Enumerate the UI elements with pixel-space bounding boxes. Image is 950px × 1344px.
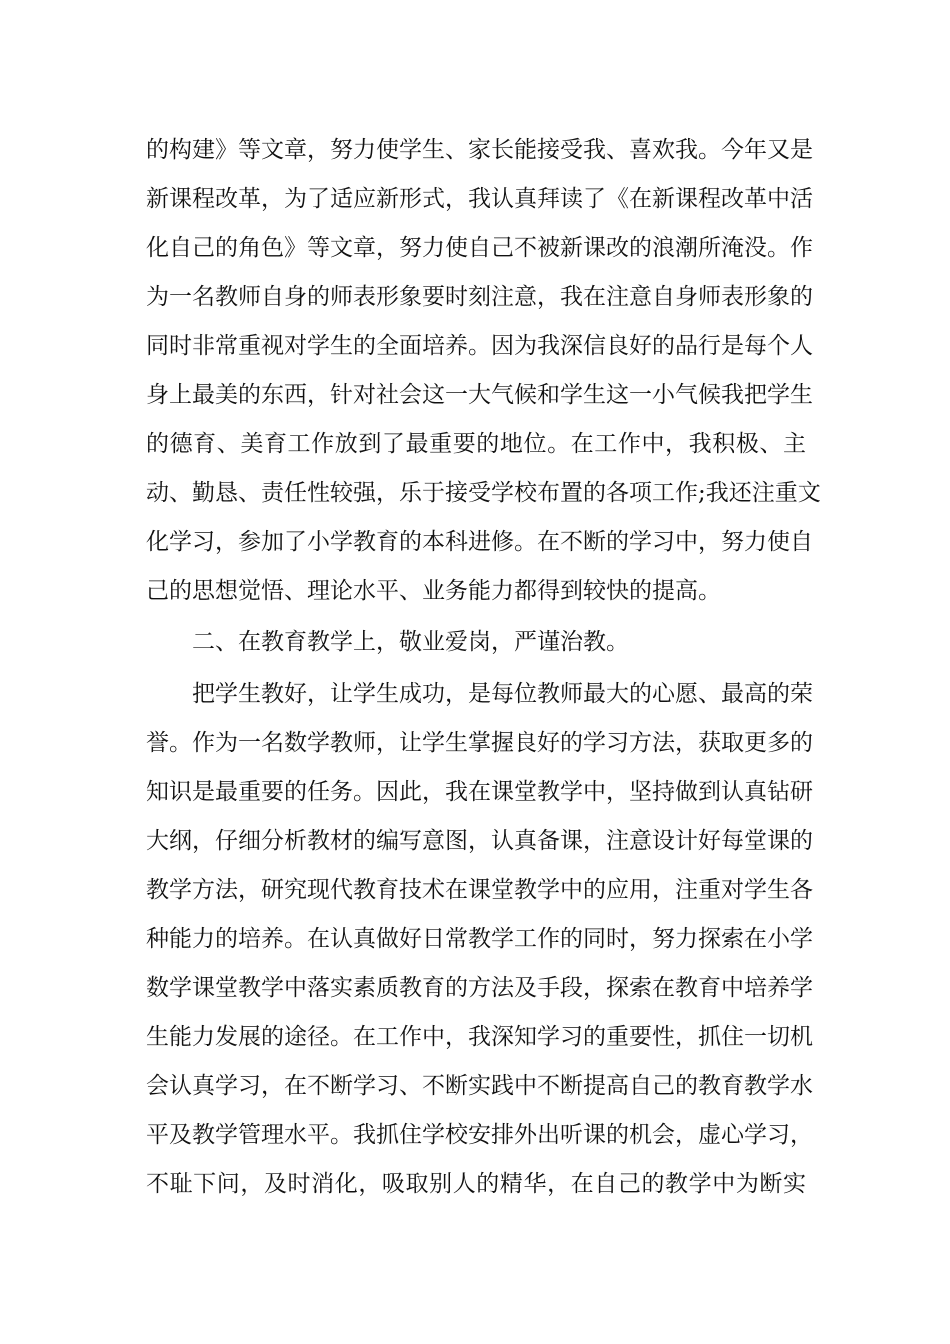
paragraph-1-line-8: 动、勤恳、责任性较强，乐于接受学校布置的各项工作;我还注重文 <box>146 480 821 506</box>
section-heading: 二、在教育教学上，敬业爱岗，严谨治教。 <box>192 629 629 655</box>
paragraph-2-line-5: 教学方法，研究现代教育技术在课堂教学中的应用，注重对学生各 <box>146 877 813 903</box>
paragraph-2-line-11: 不耻下问，及时消化，吸取别人的精华，在自己的教学中为断实 <box>146 1171 806 1197</box>
paragraph-2-line-8: 生能力发展的途径。在工作中，我深知学习的重要性，抓住一切机 <box>146 1024 813 1050</box>
paragraph-1-line-4: 为一名教师自身的师表形象要时刻注意，我在注意自身师表形象的 <box>146 284 813 310</box>
paragraph-2-line-9: 会认真学习，在不断学习、不断实践中不断提高自己的教育教学水 <box>146 1073 813 1099</box>
paragraph-2-line-10: 平及教学管理水平。我抓住学校安排外出听课的机会，虚心学习， <box>146 1122 813 1148</box>
paragraph-1-line-2: 新课程改革，为了适应新形式，我认真拜读了《在新课程改革中活 <box>146 186 813 212</box>
paragraph-1-line-5: 同时非常重视对学生的全面培养。因为我深信良好的品行是每个人 <box>146 333 813 359</box>
paragraph-2-line-6: 种能力的培养。在认真做好日常教学工作的同时，努力探索在小学 <box>146 926 813 952</box>
paragraph-1-line-9: 化学习，参加了小学教育的本科进修。在不断的学习中，努力使自 <box>146 529 813 555</box>
paragraph-2-line-1: 把学生教好，让学生成功，是每位教师最大的心愿、最高的荣 <box>192 681 813 707</box>
paragraph-2-line-2: 誉。作为一名数学教师，让学生掌握良好的学习方法，获取更多的 <box>146 730 813 756</box>
paragraph-2-line-3: 知识是最重要的任务。因此，我在课堂教学中，坚持做到认真钻研 <box>146 779 813 805</box>
paragraph-2-line-4: 大纲，仔细分析教材的编写意图，认真备课，注意设计好每堂课的 <box>146 828 813 854</box>
paragraph-1-line-1: 的构建》等文章，努力使学生、家长能接受我、喜欢我。今年又是 <box>146 137 813 163</box>
paragraph-1-line-3: 化自己的角色》等文章，努力使自己不被新课改的浪潮所淹没。作 <box>146 235 813 261</box>
paragraph-1-line-7: 的德育、美育工作放到了最重要的地位。在工作中，我积极、主 <box>146 431 806 457</box>
paragraph-1-line-6: 身上最美的东西，针对社会这一大气候和学生这一小气候我把学生 <box>146 382 813 408</box>
paragraph-2-line-7: 数学课堂教学中落实素质教育的方法及手段，探索在教育中培养学 <box>146 975 813 1001</box>
paragraph-1-line-10: 己的思想觉悟、理论水平、业务能力都得到较快的提高。 <box>146 578 721 604</box>
